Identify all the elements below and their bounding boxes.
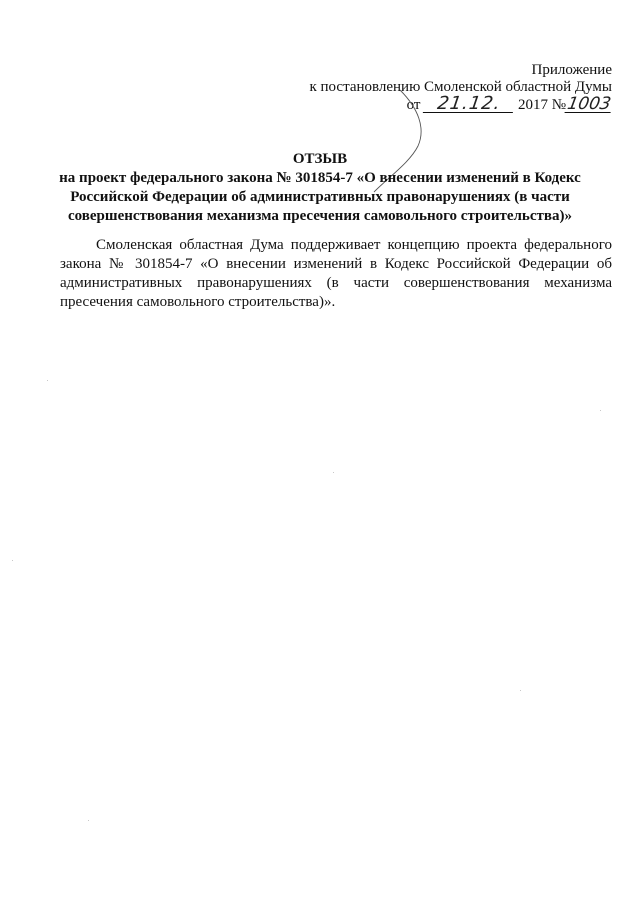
scan-speck (47, 380, 48, 381)
scan-speck (88, 820, 89, 821)
title-line-1: на проект федерального закона № 301854-7 «О внесении изменений в Кодекс (59, 170, 581, 186)
title-line-3: совершенствования механизма пресечения самовольного строительства)» (68, 208, 572, 224)
resolution-reference: к постановлению Смоленской областной Думы (309, 79, 612, 95)
title-line-2: Российской Федерации об административных правонарушениях (в части (70, 189, 570, 205)
appendix-label: Приложение (531, 62, 612, 78)
year-and-number-label: 2017 № (517, 97, 566, 113)
scan-speck (12, 560, 13, 561)
appendix-header (309, 62, 612, 114)
handwritten-date: 21.12. (423, 96, 515, 113)
body-paragraph: Смоленская областная Дума поддерживает концепцию проекта федерального закона № 301854-7 «О внесении изменений в Кодекс Российской Федерации об административных правонарушениях (в части совершенствования механизма пресечения самовольного строительства)». (60, 237, 612, 310)
date-prefix: от (406, 97, 421, 113)
document-title (0, 150, 640, 226)
scan-speck (520, 690, 521, 691)
handwritten-number: 1003 (565, 94, 613, 114)
scan-speck (600, 410, 601, 411)
scan-speck (333, 472, 334, 473)
title-heading: ОТЗЫВ (292, 151, 348, 167)
resolution-date-line (309, 93, 613, 114)
